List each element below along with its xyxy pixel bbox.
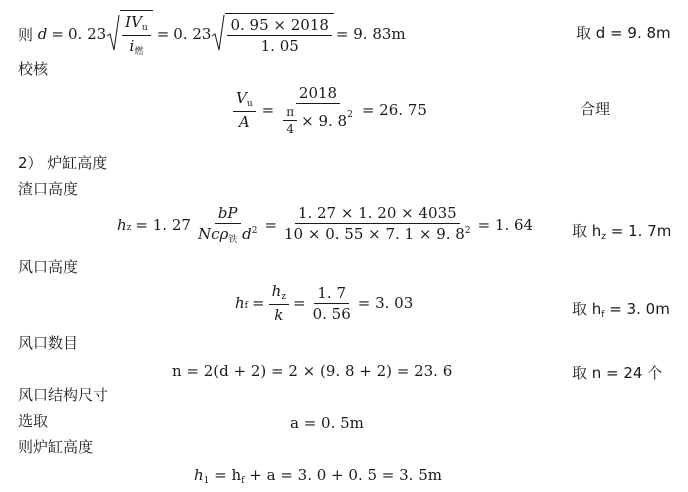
num-17: 1. 7: [314, 284, 349, 304]
result-983: = 9. 83m: [335, 25, 406, 43]
sub-f: f: [601, 310, 605, 320]
heading-zhakou: 渣口高度: [18, 180, 79, 198]
equation-h1: [194, 466, 442, 484]
sub-1: 1: [203, 476, 210, 486]
take-n: 取 n = 24 个: [572, 364, 663, 382]
den-105: 1. 05: [260, 37, 299, 55]
num-V: V: [236, 89, 247, 107]
eq-hf: = h: [209, 466, 242, 484]
var-d: d: [37, 25, 48, 43]
equals: =: [264, 216, 278, 234]
equals: =: [261, 101, 275, 119]
result-35: + a = 3. 0 + 0. 5 = 3. 5m: [244, 466, 442, 484]
take-hz: [572, 220, 671, 241]
heading-fengkou-count: 风口数目: [18, 334, 79, 352]
comment-heli: 合理: [580, 100, 611, 118]
den-i: i: [129, 37, 135, 55]
sq: 2: [251, 226, 258, 236]
equation-n: n = 2(d + 2) = 2 × (9. 8 + 2) = 23. 6: [172, 362, 453, 380]
sub-ran: 燃: [134, 47, 144, 57]
text-ze: 则: [18, 25, 34, 44]
sqrt-2: [211, 13, 333, 55]
heading-xuanqu: 选取: [18, 412, 49, 430]
equation-hz: [117, 204, 533, 246]
den-k: k: [274, 306, 284, 324]
sub-f: f: [244, 301, 249, 311]
equation-check: [233, 84, 427, 136]
take-text: 取 h: [572, 222, 602, 240]
sub-z: z: [601, 232, 607, 242]
take-text: 取 h: [572, 300, 602, 318]
heading-jiaohe: 校核: [18, 60, 49, 78]
var-h: h: [117, 216, 127, 234]
equation-a: a = 0. 5m: [290, 414, 364, 432]
equation-diameter: [18, 10, 406, 58]
heading-fengkou: 风口高度: [18, 258, 79, 276]
den-10: 10 × 0. 55 × 7. 1 × 9. 8: [284, 225, 465, 243]
sub-u: u: [141, 23, 148, 33]
result-2675: = 26. 75: [361, 101, 427, 119]
const-023-b: 0. 23: [173, 25, 212, 43]
four: 4: [286, 122, 294, 136]
heading-sec2: 2） 炉缸高度: [18, 154, 108, 172]
result-303: = 3. 03: [357, 294, 414, 312]
sub-u: u: [246, 99, 253, 109]
result-164: = 1. 64: [477, 216, 534, 234]
sqrt-1: [106, 10, 153, 58]
num-h: h: [271, 282, 282, 300]
sub-f: f: [241, 476, 245, 486]
equation-hf: [235, 282, 413, 324]
equals: =: [51, 25, 64, 43]
sub-z: z: [126, 223, 132, 233]
sub-z: z: [281, 292, 287, 302]
take-hf: [572, 298, 670, 319]
heading-fengkou-size: 风口结构尺寸: [18, 386, 109, 404]
equals: =: [156, 25, 170, 43]
eq-127: = 1. 27: [135, 216, 191, 234]
equals: =: [293, 294, 306, 312]
den-Ncrho: Ncρ: [197, 225, 229, 243]
num-IV: IV: [125, 13, 142, 31]
num-bP: bP: [215, 204, 241, 224]
den-d: d: [242, 225, 252, 243]
heading-zelugang: 则炉缸高度: [18, 438, 94, 456]
const-023: 0. 23: [67, 25, 107, 43]
var-h: h: [194, 466, 204, 484]
num-095: 0. 95 × 2018: [227, 16, 331, 36]
sq: 2: [464, 226, 471, 236]
take-val: = 1. 7m: [610, 222, 672, 240]
var-h: h: [235, 294, 245, 312]
num-2018: 2018: [296, 84, 340, 104]
den-A: A: [238, 113, 250, 131]
num-127: 1. 27 × 1. 20 × 4035: [295, 204, 460, 224]
pi: π: [283, 105, 297, 121]
times-98: × 9. 8: [301, 111, 348, 130]
sq: 2: [347, 109, 353, 120]
sub-tie: 铁: [228, 235, 238, 245]
take-d: 取 d = 9. 8m: [576, 24, 671, 42]
equals: =: [252, 294, 265, 312]
take-val: = 3. 0m: [609, 300, 670, 318]
den-056: 0. 56: [312, 304, 351, 323]
